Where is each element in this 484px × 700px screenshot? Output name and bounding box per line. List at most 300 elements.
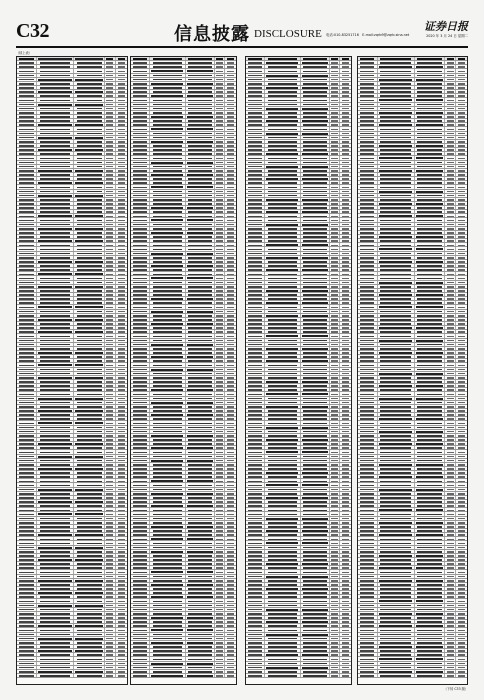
table-cell [378, 243, 415, 246]
table-cell [37, 272, 74, 275]
table-cell [215, 587, 226, 590]
table-cell [105, 185, 116, 188]
table-cell [131, 198, 150, 201]
table-cell [265, 231, 301, 234]
table-cell [150, 185, 186, 188]
table-cell [301, 649, 330, 652]
table-cell [265, 421, 301, 424]
table-cell [225, 442, 236, 445]
table-cell [415, 392, 446, 395]
table-cell [445, 624, 456, 627]
table-cell [37, 649, 74, 652]
table-cell [415, 641, 446, 644]
table-cell [225, 90, 236, 93]
table-cell [225, 339, 236, 342]
table-cell [186, 401, 215, 404]
table-cell [74, 94, 105, 97]
table-cell [456, 355, 467, 358]
table-column-2 [130, 56, 237, 685]
table-cell [301, 297, 330, 300]
table-cell [301, 190, 330, 193]
table-cell [445, 649, 456, 652]
table-cell [340, 247, 351, 250]
table-cell [105, 637, 116, 640]
table-cell [301, 305, 330, 308]
table-cell [246, 475, 265, 478]
table-cell [186, 376, 215, 379]
table-cell [456, 612, 467, 615]
table-cell [378, 475, 415, 478]
table-cell [265, 119, 301, 122]
table-cell [246, 355, 265, 358]
table-cell [358, 670, 378, 673]
table-cell [116, 380, 127, 383]
table-cell [215, 641, 226, 644]
table-cell [105, 662, 116, 665]
table-cell [116, 575, 127, 578]
table-cell [358, 86, 378, 89]
table-cell [150, 616, 186, 619]
table-cell [265, 359, 301, 362]
table-cell [246, 57, 265, 60]
table-cell [105, 235, 116, 238]
table-cell [17, 185, 37, 188]
table-cell [215, 550, 226, 553]
table-cell [17, 190, 37, 193]
table-cell [456, 409, 467, 412]
table-cell [150, 479, 186, 482]
table-cell [301, 90, 330, 93]
table-cell [265, 537, 301, 540]
table-cell [186, 181, 215, 184]
table-cell [358, 239, 378, 242]
table-cell [131, 322, 150, 325]
table-cell [225, 218, 236, 221]
table-cell [265, 107, 301, 110]
table-cell [358, 314, 378, 317]
table-cell [265, 570, 301, 573]
table-cell [105, 297, 116, 300]
table-cell [445, 426, 456, 429]
table-cell [330, 115, 341, 118]
table-cell [340, 409, 351, 412]
table-cell [415, 264, 446, 267]
table-cell [105, 608, 116, 611]
table-cell [358, 554, 378, 557]
table-cell [116, 190, 127, 193]
table-cell [456, 235, 467, 238]
table-cell [378, 94, 415, 97]
table-cell [358, 376, 378, 379]
table-cell [116, 587, 127, 590]
table-cell [340, 334, 351, 337]
table-cell [105, 69, 116, 72]
table-cell [215, 165, 226, 168]
contact-line: 电话:010-83251716 E-mail:zqrb9@zqrb.sina.net [326, 33, 410, 37]
table-cell [445, 177, 456, 180]
table-cell [301, 566, 330, 569]
table-cell [301, 409, 330, 412]
table-cell [186, 670, 215, 673]
table-cell [330, 355, 341, 358]
table-cell [358, 256, 378, 259]
table-cell [225, 359, 236, 362]
table-cell [415, 61, 446, 64]
table-cell [74, 185, 105, 188]
table-cell [116, 637, 127, 640]
table-cell [131, 426, 150, 429]
table-cell [116, 599, 127, 602]
table-cell [225, 587, 236, 590]
table-cell [186, 98, 215, 101]
table-cell [378, 471, 415, 474]
table-cell [301, 612, 330, 615]
table-cell [150, 368, 186, 371]
table-cell [265, 281, 301, 284]
table-cell [37, 289, 74, 292]
table-cell [37, 119, 74, 122]
table-cell [246, 674, 265, 677]
table-cell [215, 78, 226, 81]
table-cell [445, 372, 456, 375]
table-cell [301, 633, 330, 636]
table-cell [150, 459, 186, 462]
table-cell [150, 223, 186, 226]
table-cell [186, 546, 215, 549]
table-column-4 [357, 56, 468, 685]
table-cell [17, 397, 37, 400]
table-cell [17, 587, 37, 590]
table-cell [301, 459, 330, 462]
table-cell [17, 169, 37, 172]
table-cell [330, 541, 341, 544]
table-cell [265, 438, 301, 441]
table-cell [186, 517, 215, 520]
table-cell [340, 488, 351, 491]
table-cell [116, 392, 127, 395]
table-cell [74, 148, 105, 151]
table-cell [105, 161, 116, 164]
table-cell [340, 301, 351, 304]
table-cell [215, 546, 226, 549]
table-cell [330, 442, 341, 445]
table-cell [105, 624, 116, 627]
table-cell [265, 508, 301, 511]
table-cell [445, 343, 456, 346]
table-cell [17, 624, 37, 627]
table-cell [105, 517, 116, 520]
table-cell [225, 653, 236, 656]
table-cell [330, 599, 341, 602]
table-cell [17, 583, 37, 586]
table-cell [358, 343, 378, 346]
table-cell [340, 384, 351, 387]
table-cell [131, 330, 150, 333]
table-cell [265, 595, 301, 598]
table-cell [74, 388, 105, 391]
table-cell [246, 74, 265, 77]
table-column-1 [16, 56, 128, 685]
table-cell [330, 363, 341, 366]
table-cell [246, 206, 265, 209]
table-cell [17, 231, 37, 234]
table-cell [150, 351, 186, 354]
table-cell [330, 82, 341, 85]
table-cell [456, 616, 467, 619]
table-cell [378, 256, 415, 259]
table-cell [186, 413, 215, 416]
table-cell [358, 206, 378, 209]
table-cell [340, 90, 351, 93]
table-cell [225, 397, 236, 400]
table-cell [225, 148, 236, 151]
table-cell [330, 475, 341, 478]
table-cell [116, 181, 127, 184]
table-cell [105, 351, 116, 354]
table-cell [186, 272, 215, 275]
table-cell [17, 662, 37, 665]
table-cell [378, 90, 415, 93]
table-cell [186, 111, 215, 114]
table-cell [215, 181, 226, 184]
table-cell [378, 392, 415, 395]
table-cell [358, 368, 378, 371]
table-cell [246, 227, 265, 230]
table-cell [246, 368, 265, 371]
table-cell [74, 546, 105, 549]
table-cell [246, 442, 265, 445]
table-cell [225, 326, 236, 329]
table-cell [301, 347, 330, 350]
table-cell [17, 455, 37, 458]
table-cell [215, 343, 226, 346]
table-cell [340, 206, 351, 209]
table-cell [74, 86, 105, 89]
table-cell [17, 417, 37, 420]
table-cell [186, 392, 215, 395]
table-cell [358, 289, 378, 292]
table-cell [340, 405, 351, 408]
table-cell [186, 616, 215, 619]
table-cell [225, 537, 236, 540]
table-cell [445, 165, 456, 168]
table-cell [131, 401, 150, 404]
table-cell [358, 612, 378, 615]
table-cell [415, 322, 446, 325]
table-cell [246, 351, 265, 354]
table-cell [186, 558, 215, 561]
table-cell [265, 562, 301, 565]
table-cell [301, 206, 330, 209]
table-cell [456, 628, 467, 631]
table-cell [116, 633, 127, 636]
table-cell [116, 554, 127, 557]
table-cell [215, 111, 226, 114]
table-cell [456, 57, 467, 60]
table-cell [225, 281, 236, 284]
table-cell [456, 446, 467, 449]
table-cell [445, 467, 456, 470]
table-cell [37, 376, 74, 379]
table-cell [358, 558, 378, 561]
table-cell [378, 173, 415, 176]
table-cell [415, 161, 446, 164]
table-cell [131, 355, 150, 358]
table-cell [186, 653, 215, 656]
table-cell [246, 517, 265, 520]
table-cell [445, 103, 456, 106]
table-cell [445, 566, 456, 569]
table-cell [415, 521, 446, 524]
table-cell [358, 156, 378, 159]
table-cell [150, 202, 186, 205]
table-cell [445, 293, 456, 296]
table-cell [105, 612, 116, 615]
table-cell [116, 330, 127, 333]
table-cell [265, 111, 301, 114]
table-cell [330, 314, 341, 317]
table-cell [265, 488, 301, 491]
table-cell [340, 591, 351, 594]
table-cell [456, 98, 467, 101]
table-cell [37, 500, 74, 503]
table-cell [215, 322, 226, 325]
table-cell [131, 512, 150, 515]
table-cell [415, 409, 446, 412]
table-cell [340, 471, 351, 474]
table-cell [74, 657, 105, 660]
table-cell [150, 206, 186, 209]
table-cell [215, 566, 226, 569]
table-cell [340, 583, 351, 586]
table-cell [131, 86, 150, 89]
table-cell [340, 161, 351, 164]
table-cell [215, 376, 226, 379]
table-cell [74, 107, 105, 110]
table-cell [116, 347, 127, 350]
table-cell [301, 231, 330, 234]
table-cell [445, 645, 456, 648]
table-cell [358, 293, 378, 296]
table-cell [37, 69, 74, 72]
table-cell [74, 653, 105, 656]
table-cell [330, 235, 341, 238]
table-cell [301, 247, 330, 250]
table-cell [456, 314, 467, 317]
table-cell [186, 662, 215, 665]
table-cell [415, 595, 446, 598]
table-cell [215, 459, 226, 462]
table-cell [17, 595, 37, 598]
table-cell [415, 438, 446, 441]
table-cell [150, 330, 186, 333]
table-cell [378, 86, 415, 89]
table-cell [330, 521, 341, 524]
table-cell [301, 471, 330, 474]
table-cell [116, 194, 127, 197]
table-cell [301, 479, 330, 482]
table-cell [116, 550, 127, 553]
table-cell [37, 301, 74, 304]
table-cell [17, 628, 37, 631]
table-cell [330, 103, 341, 106]
table-cell [340, 127, 351, 130]
table-cell [186, 409, 215, 412]
table-cell [225, 74, 236, 77]
table-cell [74, 512, 105, 515]
table-cell [225, 376, 236, 379]
table-cell [116, 86, 127, 89]
table-cell [37, 463, 74, 466]
table-cell [131, 421, 150, 424]
table-cell [456, 206, 467, 209]
table-cell [105, 442, 116, 445]
table-cell [37, 591, 74, 594]
table-cell [358, 500, 378, 503]
table-cell [105, 508, 116, 511]
table-cell [330, 181, 341, 184]
table-cell [150, 190, 186, 193]
table-cell [105, 674, 116, 677]
table-cell [17, 301, 37, 304]
table-cell [415, 363, 446, 366]
table-cell [378, 144, 415, 147]
table-cell [358, 483, 378, 486]
table-cell [340, 297, 351, 300]
table-cell [150, 388, 186, 391]
table-cell [340, 628, 351, 631]
table-cell [301, 218, 330, 221]
table-cell [358, 579, 378, 582]
table-cell [186, 446, 215, 449]
table-cell [116, 537, 127, 540]
table-cell [116, 384, 127, 387]
table-cell [378, 450, 415, 453]
table-cell [186, 570, 215, 573]
table-cell [131, 496, 150, 499]
table-cell [105, 214, 116, 217]
table-cell [150, 318, 186, 321]
table-cell [246, 591, 265, 594]
table-cell [215, 575, 226, 578]
table-cell [215, 202, 226, 205]
table-cell [445, 380, 456, 383]
table-cell [301, 550, 330, 553]
table-cell [456, 512, 467, 515]
table-cell [105, 339, 116, 342]
table-cell [456, 359, 467, 362]
table-cell [456, 285, 467, 288]
table-cell [330, 247, 341, 250]
table-cell [131, 483, 150, 486]
table-cell [116, 570, 127, 573]
table-cell [340, 475, 351, 478]
table-cell [131, 562, 150, 565]
table-cell [246, 471, 265, 474]
table-cell [116, 65, 127, 68]
table-cell [301, 152, 330, 155]
table-cell [415, 649, 446, 652]
table-cell [358, 136, 378, 139]
table-cell [116, 459, 127, 462]
table-cell [215, 633, 226, 636]
table-cell [330, 376, 341, 379]
table-cell [17, 380, 37, 383]
table-cell [37, 322, 74, 325]
table-cell [330, 434, 341, 437]
table-cell [131, 272, 150, 275]
table-cell [150, 173, 186, 176]
